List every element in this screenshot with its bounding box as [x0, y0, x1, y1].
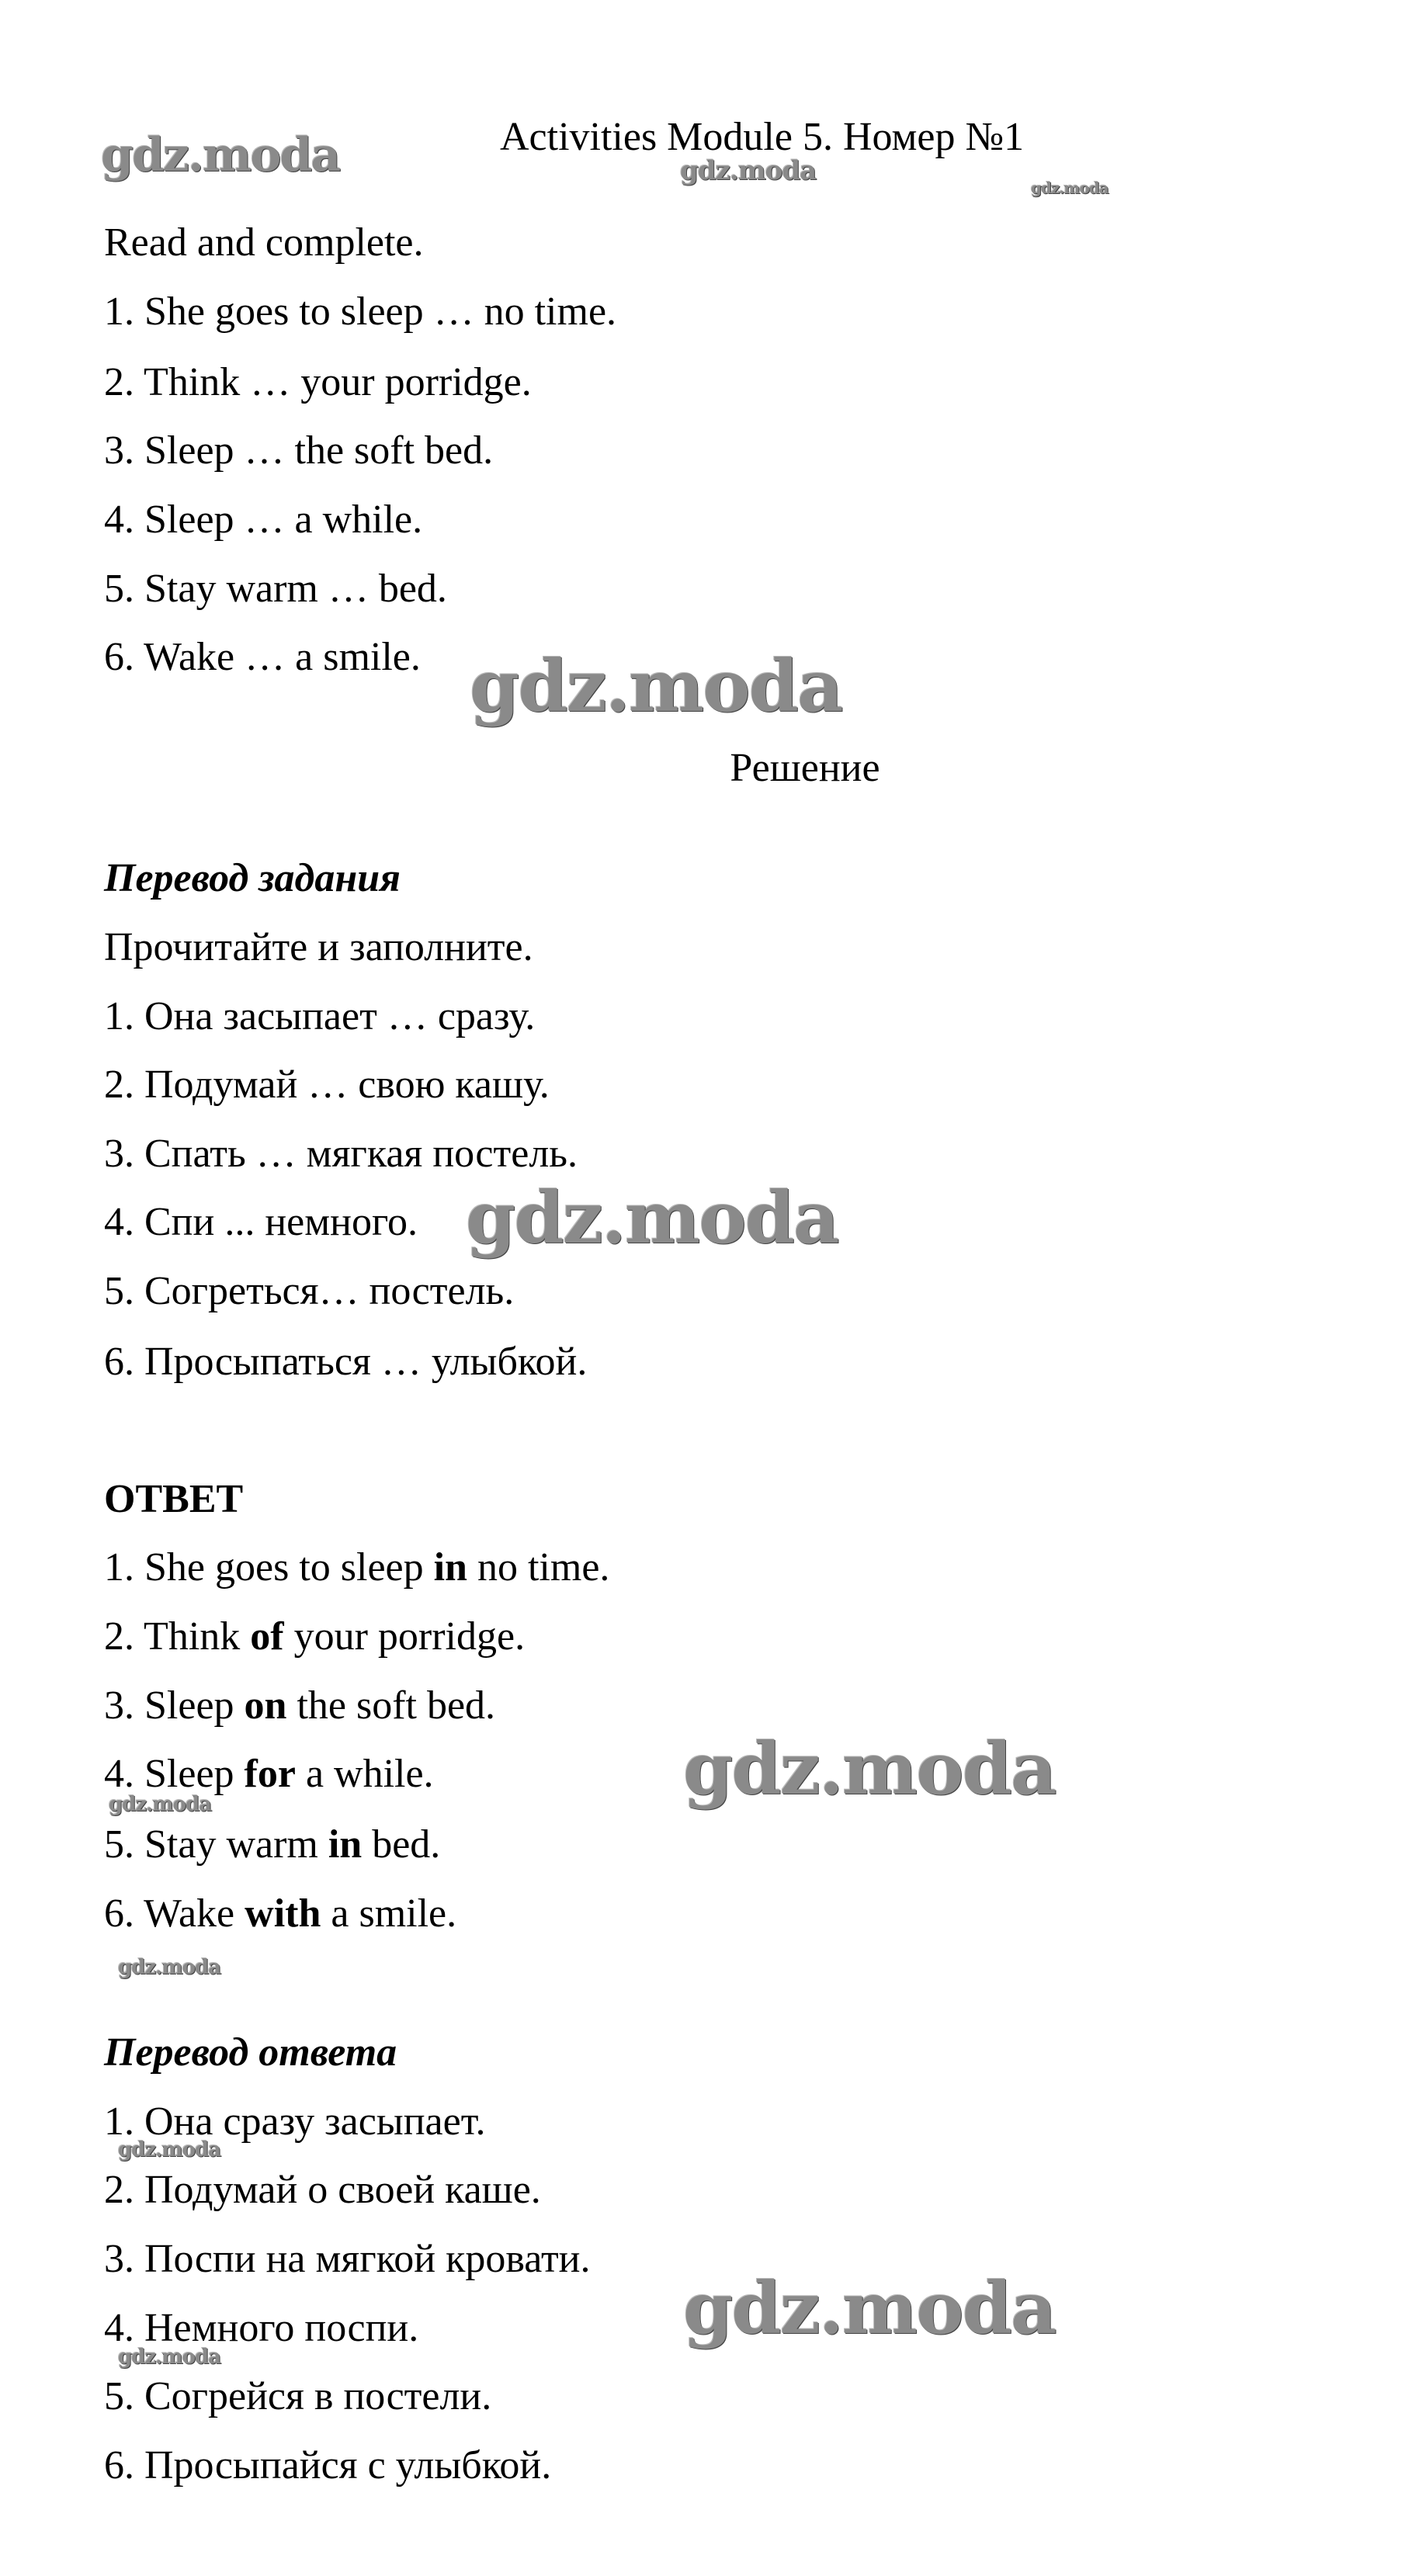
- answer-word: for: [244, 1752, 296, 1796]
- answer-text: bed.: [362, 1822, 441, 1867]
- watermark-logo: gdz.moda: [109, 1793, 212, 1816]
- answer-word: on: [244, 1683, 287, 1728]
- watermark-logo: gdz.moda: [118, 2138, 221, 2162]
- task-item: 3. Sleep … the soft bed.: [104, 428, 494, 473]
- task-translation-item: 5. Согреться… постель.: [104, 1269, 515, 1313]
- answer-text: no time.: [467, 1545, 610, 1590]
- answer-text: a while.: [295, 1752, 434, 1796]
- task-item: 6. Wake … a smile.: [104, 635, 421, 679]
- page-title: Activities Module 5. Номер №1: [500, 115, 1025, 159]
- answer-translation-item: 3. Поспи на мягкой кровати.: [104, 2237, 591, 2281]
- task-translation-item: 1. Она засыпает … сразу.: [104, 994, 536, 1038]
- task-translation-heading: Перевод задания: [104, 856, 401, 900]
- task-item: 5. Stay warm … bed.: [104, 567, 447, 611]
- answer-text: 6. Wake: [104, 1891, 245, 1936]
- answer-item: [104, 1545, 609, 1591]
- task-translation-item: 6. Просыпаться … улыбкой.: [104, 1340, 588, 1384]
- answer-translation-item: 2. Подумай о своей каше.: [104, 2168, 541, 2212]
- answer-text: 5. Stay warm: [104, 1822, 328, 1867]
- answer-word: in: [328, 1822, 363, 1867]
- watermark-logo: gdz.moda: [683, 1727, 1056, 1811]
- answer-word: in: [433, 1545, 467, 1590]
- task-translation-item: 4. Спи ... немного.: [104, 1200, 418, 1244]
- watermark-logo: gdz.moda: [101, 128, 340, 182]
- answer-text: 1. She goes to sleep: [104, 1545, 434, 1590]
- answer-word: of: [250, 1614, 284, 1659]
- answer-text: the soft bed.: [286, 1683, 496, 1728]
- answer-translation-item: 1. Она сразу засыпает.: [104, 2099, 486, 2144]
- task-item: 4. Sleep … a while.: [104, 498, 423, 542]
- task-instruction: Read and complete.: [104, 220, 424, 265]
- answer-word: with: [245, 1891, 321, 1936]
- answer-item: [104, 1891, 456, 1937]
- watermark-logo: gdz.moda: [680, 155, 817, 186]
- watermark-logo: gdz.moda: [1031, 179, 1109, 197]
- watermark-logo: gdz.moda: [470, 644, 842, 728]
- answer-heading: ОТВЕТ: [104, 1477, 244, 1521]
- task-translation-item: 2. Подумай … свою кашу.: [104, 1063, 550, 1107]
- task-item: 2. Think … your porridge.: [104, 360, 532, 404]
- task-item: 1. She goes to sleep … no time.: [104, 289, 617, 334]
- watermark-logo: gdz.moda: [118, 1956, 221, 1979]
- answer-text: 2. Think: [104, 1614, 251, 1659]
- answer-text: a smile.: [321, 1891, 457, 1936]
- answer-translation-item: 5. Согрейся в постели.: [104, 2374, 492, 2418]
- answer-item: [104, 1822, 440, 1868]
- answer-item: [104, 1614, 525, 1660]
- answer-text: 3. Sleep: [104, 1683, 245, 1728]
- answer-text: your porridge.: [283, 1614, 526, 1659]
- solution-label: Решение: [730, 746, 880, 790]
- watermark-logo: gdz.moda: [118, 2345, 221, 2369]
- answer-translation-heading: Перевод ответа: [104, 2030, 397, 2075]
- answer-item: [104, 1751, 434, 1798]
- answer-text: 4. Sleep: [104, 1752, 245, 1796]
- task-translation-item: 3. Спать … мягкая постель.: [104, 1132, 578, 1176]
- watermark-logo: gdz.moda: [683, 2266, 1056, 2350]
- task-translation-instruction: Прочитайте и заполните.: [104, 925, 533, 969]
- answer-translation-item: 4. Немного поспи.: [104, 2306, 419, 2350]
- watermark-logo: gdz.moda: [466, 1176, 838, 1260]
- answer-item: [104, 1683, 495, 1729]
- answer-translation-item: 6. Просыпайся с улыбкой.: [104, 2443, 552, 2488]
